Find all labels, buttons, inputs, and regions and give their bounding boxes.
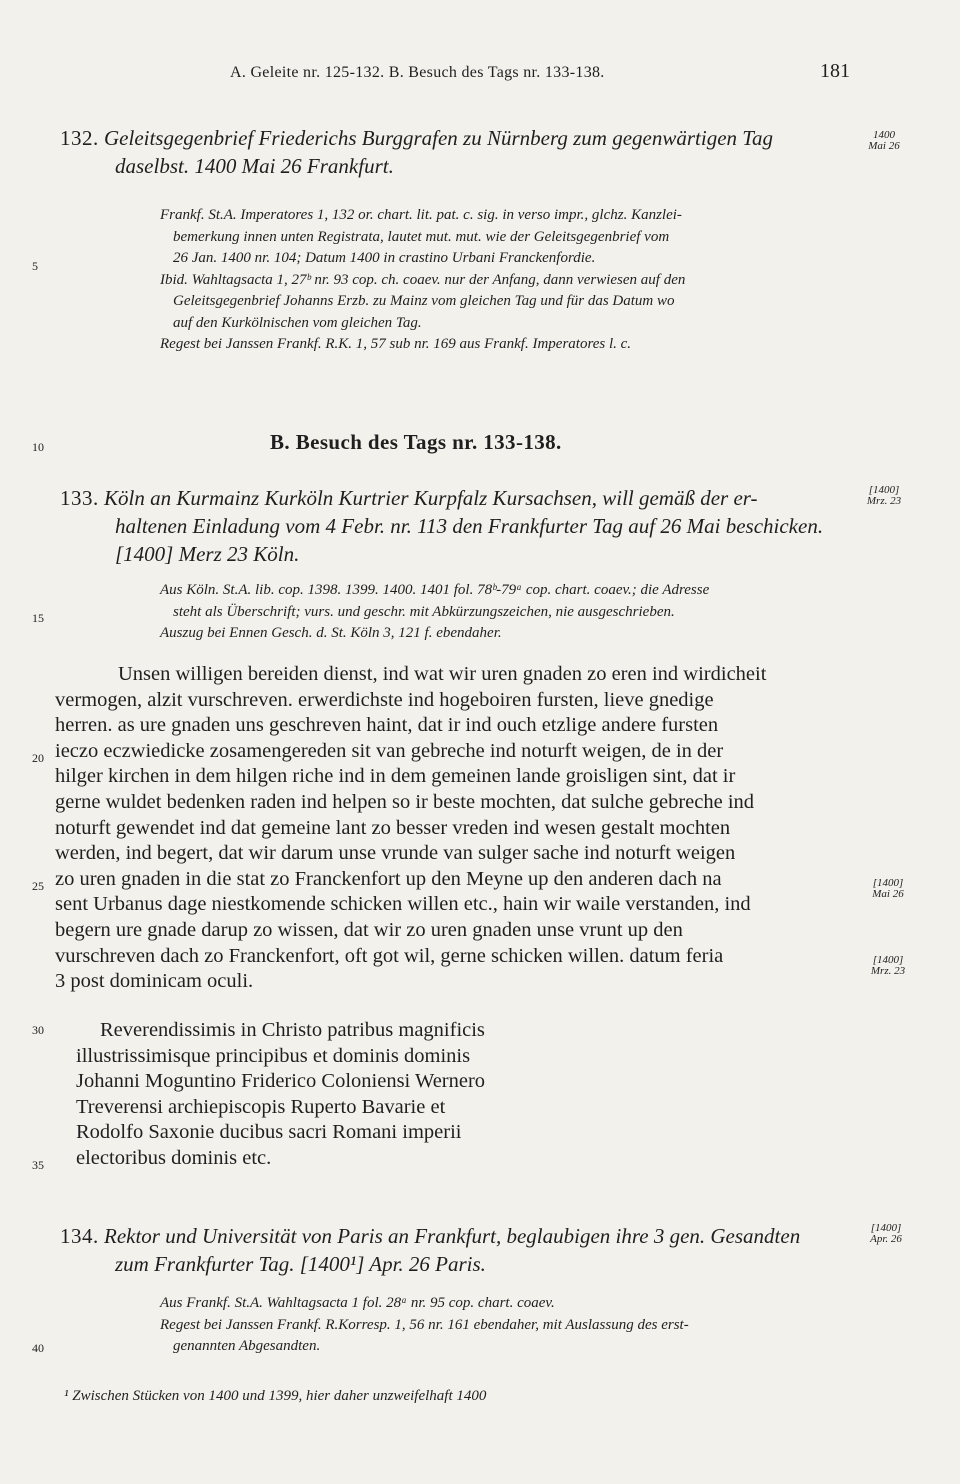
body-line: vermogen, alzit vurschreven. erwerdichste ind hogeboiren fursten, lieve gnedige [55, 688, 714, 711]
entry-number: 133. [60, 486, 99, 510]
entry-title-line: Köln an Kurmainz Kurköln Kurtrier Kurpfalz Kursachsen, will gemäß der er- [104, 486, 758, 510]
body-line: zo uren gnaden in die stat zo Franckenfort up den Meyne up den anderen dach na [55, 867, 722, 890]
margin-date-note [866, 878, 910, 900]
margin-year: [1400] [872, 877, 904, 889]
margin-date-note [860, 485, 908, 507]
source-line: Regest bei Janssen Frankf. R.K. 1, 57 sub nr. 169 aus Frankf. Imperatores l. c. [160, 336, 632, 352]
line-number: 20 [32, 751, 44, 765]
margin-year: [1400] [870, 1222, 902, 1234]
margin-date: Mrz. 23 [870, 965, 906, 977]
margin-year: [1400] [868, 484, 900, 496]
margin-year: [1400] [872, 954, 904, 966]
footnote: ¹ Zwischen Stücken von 1400 und 1399, hier daher unzweifelhaft 1400 [64, 1388, 487, 1404]
margin-date: Apr. 26 [870, 1233, 902, 1245]
body-line: vurschreven dach zo Franckenfort, oft got wil, gerne schicken willen. datum feria [55, 944, 724, 967]
line-number: 5 [32, 259, 38, 273]
source-line: bemerkung innen unten Registrata, lautet mut. mut. wie der Geleitsgegenbrief vom [173, 228, 670, 245]
address-line: illustrissimisque principibus et dominis dominis [76, 1044, 471, 1067]
line-number: 40 [32, 1341, 44, 1355]
margin-date-note [866, 955, 910, 977]
body-line: ieczo eczwiedicke zosamengereden sit van gebreche ind noturft weigen, de in der [55, 739, 724, 762]
address-line: Reverendissimis in Christo patribus magnificis [100, 1019, 485, 1041]
body-line: gerne wuldet bedenken raden ind helpen so ir beste mochten, dat sulche gebreche ind [55, 790, 755, 813]
body-line: 3 post dominicam oculi. [55, 970, 254, 993]
address-line: Treverensi archiepiscopis Ruperto Bavarie et [76, 1095, 446, 1118]
margin-date: Mai 26 [872, 888, 904, 900]
source-line: Regest bei Janssen Frankf. R.Korresp. 1, 56 nr. 161 ebendaher, mit Auslassung des erst- [160, 1316, 689, 1333]
entry-title-line: zum Frankfurter Tag. [1400¹] Apr. 26 Paris. [115, 1252, 486, 1276]
margin-year: 1400 [873, 129, 895, 141]
entry-number: 134. [60, 1224, 99, 1248]
margin-date: Mrz. 23 [866, 495, 902, 507]
margin-date-note [862, 1223, 910, 1245]
entry-number: 132. [60, 126, 99, 150]
line-number: 25 [32, 879, 44, 893]
source-line: Aus Köln. St.A. lib. cop. 1398. 1399. 1400. 1401 fol. 78ᵇ-79ᵃ cop. chart. coaev.; die Adresse [160, 582, 710, 598]
body-line: Unsen willigen bereiden dienst, ind wat wir uren gnaden zo eren ind wirdicheit [118, 663, 767, 685]
entry-title [60, 1222, 800, 1250]
margin-date: Mai 26 [868, 140, 900, 152]
source-notes [160, 580, 709, 645]
entry-title [60, 124, 773, 152]
margin-date-note [862, 130, 906, 152]
letter-body [55, 662, 766, 995]
section-heading: B. Besuch des Tags nr. 133-138. [270, 430, 562, 454]
entry-title-line: haltenen Einladung vom 4 Febr. nr. 113 den Frankfurter Tag auf 26 Mai beschicken. [115, 514, 824, 538]
body-line: hilger kirchen in dem hilgen riche ind in dem gemeinen lande groisligen sint, dat ir [55, 765, 736, 788]
running-head: A. Geleite nr. 125-132. B. Besuch des Tags nr. 133-138. [230, 64, 605, 81]
address-line: Johanni Moguntino Friderico Coloniensi Wernero [76, 1070, 486, 1093]
body-line: begern ure gnade darup zo wissen, dat wir zo uren gnaden unse vrunt up den [55, 918, 683, 941]
entry-title-line: Rektor und Universität von Paris an Frankfurt, beglaubigen ihre 3 gen. Gesandten [104, 1224, 801, 1248]
source-line: Frankf. St.A. Imperatores 1, 132 or. chart. lit. pat. c. sig. in verso impr., glchz. Kanzlei- [160, 207, 682, 223]
source-line: 26 Jan. 1400 nr. 104; Datum 1400 in crastino Urbani Franckenfordie. [173, 250, 596, 266]
entry-title-line: daselbst. 1400 Mai 26 Frankfurt. [115, 154, 394, 178]
source-line: steht als Überschrift; vurs. und geschr. mit Abkürzungszeichen, nie ausgeschrieben. [173, 603, 675, 620]
source-line: Geleitsgegenbrief Johanns Erzb. zu Mainz vom gleichen Tag und für das Datum wo [173, 293, 675, 309]
page-number: 181 [820, 60, 850, 82]
line-number: 15 [32, 611, 44, 625]
entry-title-line: Geleitsgegenbrief Friederichs Burggrafen zu Nürnberg zum gegenwärtigen Tag [104, 126, 774, 150]
source-line: Auszug bei Ennen Gesch. d. St. Köln 3, 121 f. ebendaher. [160, 625, 502, 641]
entry-title-line: [1400] Merz 23 Köln. [115, 542, 300, 566]
letter-address [76, 1018, 485, 1172]
body-line: sent Urbanus dage niestkomende schicken willen etc., hain wir waile verstanden, ind [55, 893, 751, 916]
source-notes [160, 205, 685, 356]
address-line: Rodolfo Saxonie ducibus sacri Romani imperii [76, 1121, 462, 1144]
source-line: genannten Abgesandten. [173, 1338, 321, 1354]
line-number: 30 [32, 1023, 44, 1037]
entry-title [60, 484, 758, 512]
body-line: werden, ind begert, dat wir darum unse vrunde van sulger sache ind noturft weigen [55, 842, 736, 865]
source-line: Ibid. Wahltagsacta 1, 27ᵇ nr. 93 cop. ch. coaev. nur der Anfang, dann verwiesen auf den [160, 271, 686, 288]
address-line: electoribus dominis etc. [76, 1146, 272, 1169]
body-line: herren. as ure gnaden uns geschreven haint, dat ir ind ouch etzlige andere fursten [55, 714, 719, 737]
line-number: 10 [32, 440, 44, 454]
source-line: Aus Frankf. St.A. Wahltagsacta 1 fol. 28ᵃ nr. 95 cop. chart. coaev. [160, 1295, 555, 1311]
source-notes [160, 1293, 689, 1358]
line-number: 35 [32, 1158, 44, 1172]
source-line: auf den Kurkölnischen vom gleichen Tag. [173, 314, 422, 331]
body-line: noturft gewendet ind dat gemeine lant zo besser vreden ind wesen gestalt mochten [55, 816, 731, 839]
